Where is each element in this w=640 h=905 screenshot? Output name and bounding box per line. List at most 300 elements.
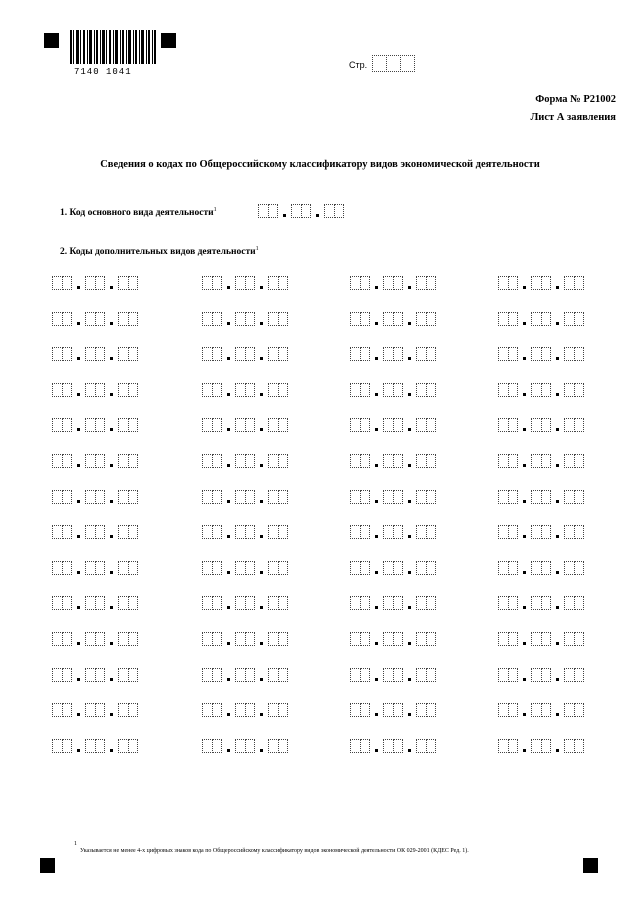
code-digit-group[interactable] [383,383,402,397]
code-digit-group[interactable] [118,525,137,539]
code-digit-cell[interactable] [278,383,289,397]
code-digit-cell[interactable] [62,312,73,326]
code-digit-cell[interactable] [508,276,519,290]
code-digit-cell[interactable] [426,383,437,397]
code-digit-group[interactable] [416,596,435,610]
code-digit-group[interactable] [564,312,583,326]
code-digit-group[interactable] [350,525,369,539]
code-digit-cell[interactable] [95,668,106,682]
code-digit-group[interactable] [85,632,104,646]
code-digit-cell[interactable] [278,703,289,717]
code-digit-group[interactable] [235,596,254,610]
code-digit-cell[interactable] [212,490,223,504]
code-digit-cell[interactable] [541,383,552,397]
code-digit-group[interactable] [118,490,137,504]
code-digit-group[interactable] [498,312,517,326]
code-digit-cell[interactable] [508,347,519,361]
code-digit-group[interactable] [118,276,137,290]
code-digit-cell[interactable] [245,525,256,539]
code-digit-cell[interactable] [95,561,106,575]
code-digit-group[interactable] [268,454,287,468]
code-digit-group[interactable] [498,276,517,290]
code-digit-group[interactable] [85,739,104,753]
code-digit-group[interactable] [235,312,254,326]
code-digit-group[interactable] [531,703,550,717]
code-digit-cell[interactable] [62,383,73,397]
code-digit-group[interactable] [350,383,369,397]
code-digit-cell[interactable] [508,312,519,326]
code-digit-group[interactable] [564,703,583,717]
code-digit-group[interactable] [202,561,221,575]
code-digit-group[interactable] [202,276,221,290]
code-digit-group[interactable] [498,739,517,753]
code-digit-group[interactable] [118,703,137,717]
code-digit-cell[interactable] [426,596,437,610]
code-digit-group[interactable] [564,561,583,575]
code-digit-group[interactable] [52,525,71,539]
code-digit-cell[interactable] [278,418,289,432]
code-digit-group[interactable] [383,703,402,717]
code-digit-group[interactable] [268,276,287,290]
code-digit-cell[interactable] [508,668,519,682]
code-digit-cell[interactable] [574,668,585,682]
code-digit-cell[interactable] [245,703,256,717]
code-digit-group[interactable] [416,418,435,432]
code-digit-group[interactable] [202,383,221,397]
code-digit-cell[interactable] [393,632,404,646]
code-digit-group[interactable] [202,739,221,753]
code-digit-group[interactable] [52,454,71,468]
code-digit-cell[interactable] [508,632,519,646]
code-digit-group[interactable] [531,632,550,646]
code-digit-group[interactable] [118,596,137,610]
code-digit-cell[interactable] [508,703,519,717]
code-digit-group[interactable] [383,525,402,539]
code-digit-cell[interactable] [393,739,404,753]
code-digit-group[interactable] [52,490,71,504]
code-digit-cell[interactable] [360,739,371,753]
code-digit-cell[interactable] [62,561,73,575]
code-digit-group[interactable] [383,668,402,682]
code-digit-group[interactable] [235,668,254,682]
code-digit-cell[interactable] [393,596,404,610]
code-digit-group[interactable] [85,418,104,432]
code-digit-group[interactable] [52,632,71,646]
code-digit-cell[interactable] [212,454,223,468]
code-digit-cell[interactable] [95,632,106,646]
code-digit-cell[interactable] [541,312,552,326]
code-digit-group[interactable] [531,490,550,504]
code-digit-group[interactable] [52,276,71,290]
code-digit-group[interactable] [235,525,254,539]
code-digit-cell[interactable] [278,490,289,504]
code-digit-group[interactable] [350,490,369,504]
code-digit-cell[interactable] [128,596,139,610]
code-digit-group[interactable] [383,347,402,361]
code-digit-group[interactable] [85,525,104,539]
code-digit-cell[interactable] [128,312,139,326]
code-digit-cell[interactable] [426,668,437,682]
code-digit-group[interactable] [416,739,435,753]
code-digit-group[interactable] [564,454,583,468]
code-digit-cell[interactable] [62,596,73,610]
code-digit-cell[interactable] [393,418,404,432]
code-digit-cell[interactable] [128,383,139,397]
code-digit-cell[interactable] [278,632,289,646]
code-digit-group[interactable] [350,276,369,290]
code-digit-group[interactable] [291,204,310,218]
code-digit-group[interactable] [531,312,550,326]
code-digit-cell[interactable] [508,739,519,753]
code-digit-cell[interactable] [128,739,139,753]
code-digit-cell[interactable] [508,525,519,539]
code-digit-cell[interactable] [245,596,256,610]
page-digit-cell[interactable] [386,55,401,72]
code-digit-group[interactable] [235,739,254,753]
code-digit-group[interactable] [268,312,287,326]
code-digit-cell[interactable] [541,632,552,646]
code-digit-group[interactable] [350,739,369,753]
code-digit-group[interactable] [268,525,287,539]
code-digit-group[interactable] [564,596,583,610]
code-digit-cell[interactable] [245,739,256,753]
code-digit-group[interactable] [235,347,254,361]
code-digit-group[interactable] [268,383,287,397]
code-digit-cell[interactable] [360,454,371,468]
code-digit-cell[interactable] [426,525,437,539]
code-digit-group[interactable] [85,703,104,717]
code-digit-cell[interactable] [508,383,519,397]
code-digit-cell[interactable] [393,525,404,539]
code-digit-cell[interactable] [62,668,73,682]
code-digit-cell[interactable] [245,312,256,326]
code-digit-group[interactable] [268,490,287,504]
code-digit-cell[interactable] [393,668,404,682]
code-digit-group[interactable] [52,596,71,610]
code-digit-group[interactable] [85,668,104,682]
code-digit-group[interactable] [118,632,137,646]
code-digit-cell[interactable] [62,276,73,290]
code-digit-cell[interactable] [508,490,519,504]
code-digit-cell[interactable] [574,703,585,717]
code-digit-group[interactable] [202,668,221,682]
code-digit-group[interactable] [383,276,402,290]
code-digit-group[interactable] [531,454,550,468]
code-digit-group[interactable] [268,703,287,717]
code-digit-cell[interactable] [62,703,73,717]
code-digit-group[interactable] [498,383,517,397]
code-digit-group[interactable] [268,668,287,682]
code-digit-cell[interactable] [95,347,106,361]
code-digit-cell[interactable] [245,347,256,361]
code-digit-cell[interactable] [95,525,106,539]
code-digit-group[interactable] [416,703,435,717]
code-digit-cell[interactable] [426,490,437,504]
code-digit-cell[interactable] [62,525,73,539]
code-digit-cell[interactable] [574,596,585,610]
code-digit-cell[interactable] [128,490,139,504]
code-digit-group[interactable] [202,490,221,504]
code-digit-cell[interactable] [360,525,371,539]
code-digit-group[interactable] [118,561,137,575]
code-digit-cell[interactable] [360,347,371,361]
code-digit-cell[interactable] [62,418,73,432]
code-digit-group[interactable] [118,418,137,432]
code-digit-cell[interactable] [360,312,371,326]
code-digit-group[interactable] [383,418,402,432]
code-digit-group[interactable] [52,347,71,361]
code-digit-cell[interactable] [278,347,289,361]
code-digit-cell[interactable] [574,454,585,468]
code-digit-group[interactable] [85,312,104,326]
code-digit-group[interactable] [118,739,137,753]
code-digit-cell[interactable] [278,276,289,290]
code-digit-cell[interactable] [508,454,519,468]
code-digit-cell[interactable] [245,454,256,468]
code-digit-cell[interactable] [128,561,139,575]
code-digit-group[interactable] [383,561,402,575]
code-digit-cell[interactable] [360,561,371,575]
code-digit-group[interactable] [564,525,583,539]
code-digit-group[interactable] [498,525,517,539]
code-digit-group[interactable] [118,347,137,361]
code-digit-group[interactable] [268,347,287,361]
code-digit-group[interactable] [350,418,369,432]
code-digit-group[interactable] [202,454,221,468]
code-digit-cell[interactable] [95,490,106,504]
code-digit-group[interactable] [202,596,221,610]
code-digit-cell[interactable] [245,668,256,682]
code-digit-cell[interactable] [212,596,223,610]
code-digit-group[interactable] [118,383,137,397]
code-digit-group[interactable] [268,739,287,753]
code-digit-group[interactable] [202,418,221,432]
code-digit-cell[interactable] [574,383,585,397]
page-digit-cell[interactable] [400,55,415,72]
code-digit-group[interactable] [85,347,104,361]
code-digit-group[interactable] [52,561,71,575]
code-digit-group[interactable] [416,347,435,361]
code-digit-group[interactable] [416,632,435,646]
code-digit-cell[interactable] [278,454,289,468]
code-digit-group[interactable] [531,668,550,682]
code-digit-group[interactable] [118,454,137,468]
code-digit-cell[interactable] [301,204,312,218]
code-digit-group[interactable] [498,418,517,432]
code-digit-group[interactable] [498,490,517,504]
code-digit-group[interactable] [498,703,517,717]
code-digit-cell[interactable] [212,312,223,326]
code-digit-cell[interactable] [574,525,585,539]
code-digit-cell[interactable] [574,276,585,290]
code-digit-cell[interactable] [393,561,404,575]
code-digit-cell[interactable] [62,739,73,753]
code-digit-group[interactable] [416,561,435,575]
code-digit-cell[interactable] [278,668,289,682]
code-digit-cell[interactable] [508,561,519,575]
code-digit-cell[interactable] [426,312,437,326]
code-digit-cell[interactable] [541,276,552,290]
code-digit-group[interactable] [118,668,137,682]
code-digit-cell[interactable] [278,596,289,610]
code-digit-group[interactable] [564,739,583,753]
code-digit-group[interactable] [531,347,550,361]
code-digit-cell[interactable] [426,703,437,717]
code-digit-cell[interactable] [128,276,139,290]
code-digit-group[interactable] [564,490,583,504]
code-digit-cell[interactable] [393,490,404,504]
code-digit-group[interactable] [350,454,369,468]
code-digit-group[interactable] [85,561,104,575]
code-digit-group[interactable] [564,383,583,397]
code-digit-group[interactable] [498,668,517,682]
code-digit-cell[interactable] [541,454,552,468]
code-digit-cell[interactable] [541,703,552,717]
code-digit-group[interactable] [235,454,254,468]
code-digit-group[interactable] [416,276,435,290]
code-digit-group[interactable] [85,383,104,397]
code-digit-group[interactable] [383,490,402,504]
code-digit-cell[interactable] [426,276,437,290]
code-digit-cell[interactable] [128,418,139,432]
code-digit-cell[interactable] [541,418,552,432]
code-digit-group[interactable] [564,276,583,290]
code-digit-cell[interactable] [426,454,437,468]
code-digit-group[interactable] [416,312,435,326]
code-digit-cell[interactable] [360,276,371,290]
code-digit-group[interactable] [52,703,71,717]
code-digit-cell[interactable] [95,383,106,397]
page-number-field[interactable] [372,55,414,72]
code-digit-group[interactable] [235,703,254,717]
code-digit-cell[interactable] [95,276,106,290]
code-digit-group[interactable] [268,596,287,610]
code-digit-cell[interactable] [245,490,256,504]
code-digit-group[interactable] [235,561,254,575]
code-digit-group[interactable] [383,454,402,468]
code-digit-group[interactable] [383,596,402,610]
code-digit-group[interactable] [350,312,369,326]
code-digit-cell[interactable] [245,632,256,646]
code-digit-cell[interactable] [212,668,223,682]
code-digit-group[interactable] [383,632,402,646]
code-digit-group[interactable] [85,596,104,610]
code-digit-cell[interactable] [393,703,404,717]
code-digit-group[interactable] [564,418,583,432]
code-digit-group[interactable] [202,703,221,717]
code-digit-cell[interactable] [426,347,437,361]
code-digit-group[interactable] [85,454,104,468]
code-digit-group[interactable] [416,490,435,504]
code-digit-cell[interactable] [393,383,404,397]
code-digit-group[interactable] [202,312,221,326]
code-digit-group[interactable] [531,561,550,575]
code-digit-cell[interactable] [268,204,279,218]
code-digit-group[interactable] [416,525,435,539]
code-digit-cell[interactable] [393,454,404,468]
code-digit-cell[interactable] [360,668,371,682]
code-digit-cell[interactable] [393,312,404,326]
code-digit-cell[interactable] [245,383,256,397]
code-digit-cell[interactable] [62,632,73,646]
code-digit-cell[interactable] [541,739,552,753]
code-digit-group[interactable] [235,632,254,646]
code-digit-group[interactable] [235,276,254,290]
code-digit-cell[interactable] [574,561,585,575]
code-digit-cell[interactable] [128,703,139,717]
code-digit-cell[interactable] [278,312,289,326]
code-digit-cell[interactable] [574,312,585,326]
code-digit-group[interactable] [416,383,435,397]
code-digit-cell[interactable] [278,739,289,753]
code-digit-cell[interactable] [574,490,585,504]
code-digit-cell[interactable] [128,668,139,682]
code-digit-group[interactable] [350,596,369,610]
code-digit-cell[interactable] [541,561,552,575]
code-digit-cell[interactable] [128,454,139,468]
code-digit-group[interactable] [531,739,550,753]
code-digit-group[interactable] [498,561,517,575]
code-digit-group[interactable] [52,383,71,397]
code-digit-group[interactable] [235,490,254,504]
code-digit-group[interactable] [258,204,277,218]
code-digit-cell[interactable] [245,561,256,575]
code-digit-cell[interactable] [212,276,223,290]
code-digit-cell[interactable] [278,525,289,539]
code-digit-cell[interactable] [95,454,106,468]
code-digit-group[interactable] [324,204,343,218]
code-digit-cell[interactable] [574,632,585,646]
code-digit-cell[interactable] [128,525,139,539]
code-digit-cell[interactable] [212,525,223,539]
code-digit-cell[interactable] [574,347,585,361]
code-digit-group[interactable] [235,418,254,432]
code-digit-cell[interactable] [541,347,552,361]
code-digit-group[interactable] [531,383,550,397]
code-digit-group[interactable] [498,454,517,468]
code-digit-cell[interactable] [245,276,256,290]
code-digit-group[interactable] [498,632,517,646]
code-digit-group[interactable] [350,632,369,646]
code-digit-cell[interactable] [360,383,371,397]
code-digit-cell[interactable] [95,312,106,326]
page-digit-cell[interactable] [372,55,387,72]
code-digit-cell[interactable] [245,418,256,432]
code-digit-cell[interactable] [360,703,371,717]
code-digit-group[interactable] [235,383,254,397]
code-digit-cell[interactable] [360,490,371,504]
code-digit-cell[interactable] [360,418,371,432]
code-digit-group[interactable] [416,454,435,468]
code-digit-group[interactable] [202,525,221,539]
code-digit-group[interactable] [52,668,71,682]
code-digit-group[interactable] [531,276,550,290]
code-digit-cell[interactable] [62,347,73,361]
code-digit-group[interactable] [268,632,287,646]
code-digit-cell[interactable] [360,596,371,610]
code-digit-group[interactable] [498,347,517,361]
code-digit-group[interactable] [531,418,550,432]
code-digit-group[interactable] [118,312,137,326]
code-digit-group[interactable] [350,561,369,575]
code-digit-cell[interactable] [541,525,552,539]
code-digit-group[interactable] [564,668,583,682]
code-digit-cell[interactable] [334,204,345,218]
code-digit-cell[interactable] [393,347,404,361]
code-digit-group[interactable] [52,739,71,753]
code-digit-group[interactable] [383,312,402,326]
code-digit-cell[interactable] [212,347,223,361]
